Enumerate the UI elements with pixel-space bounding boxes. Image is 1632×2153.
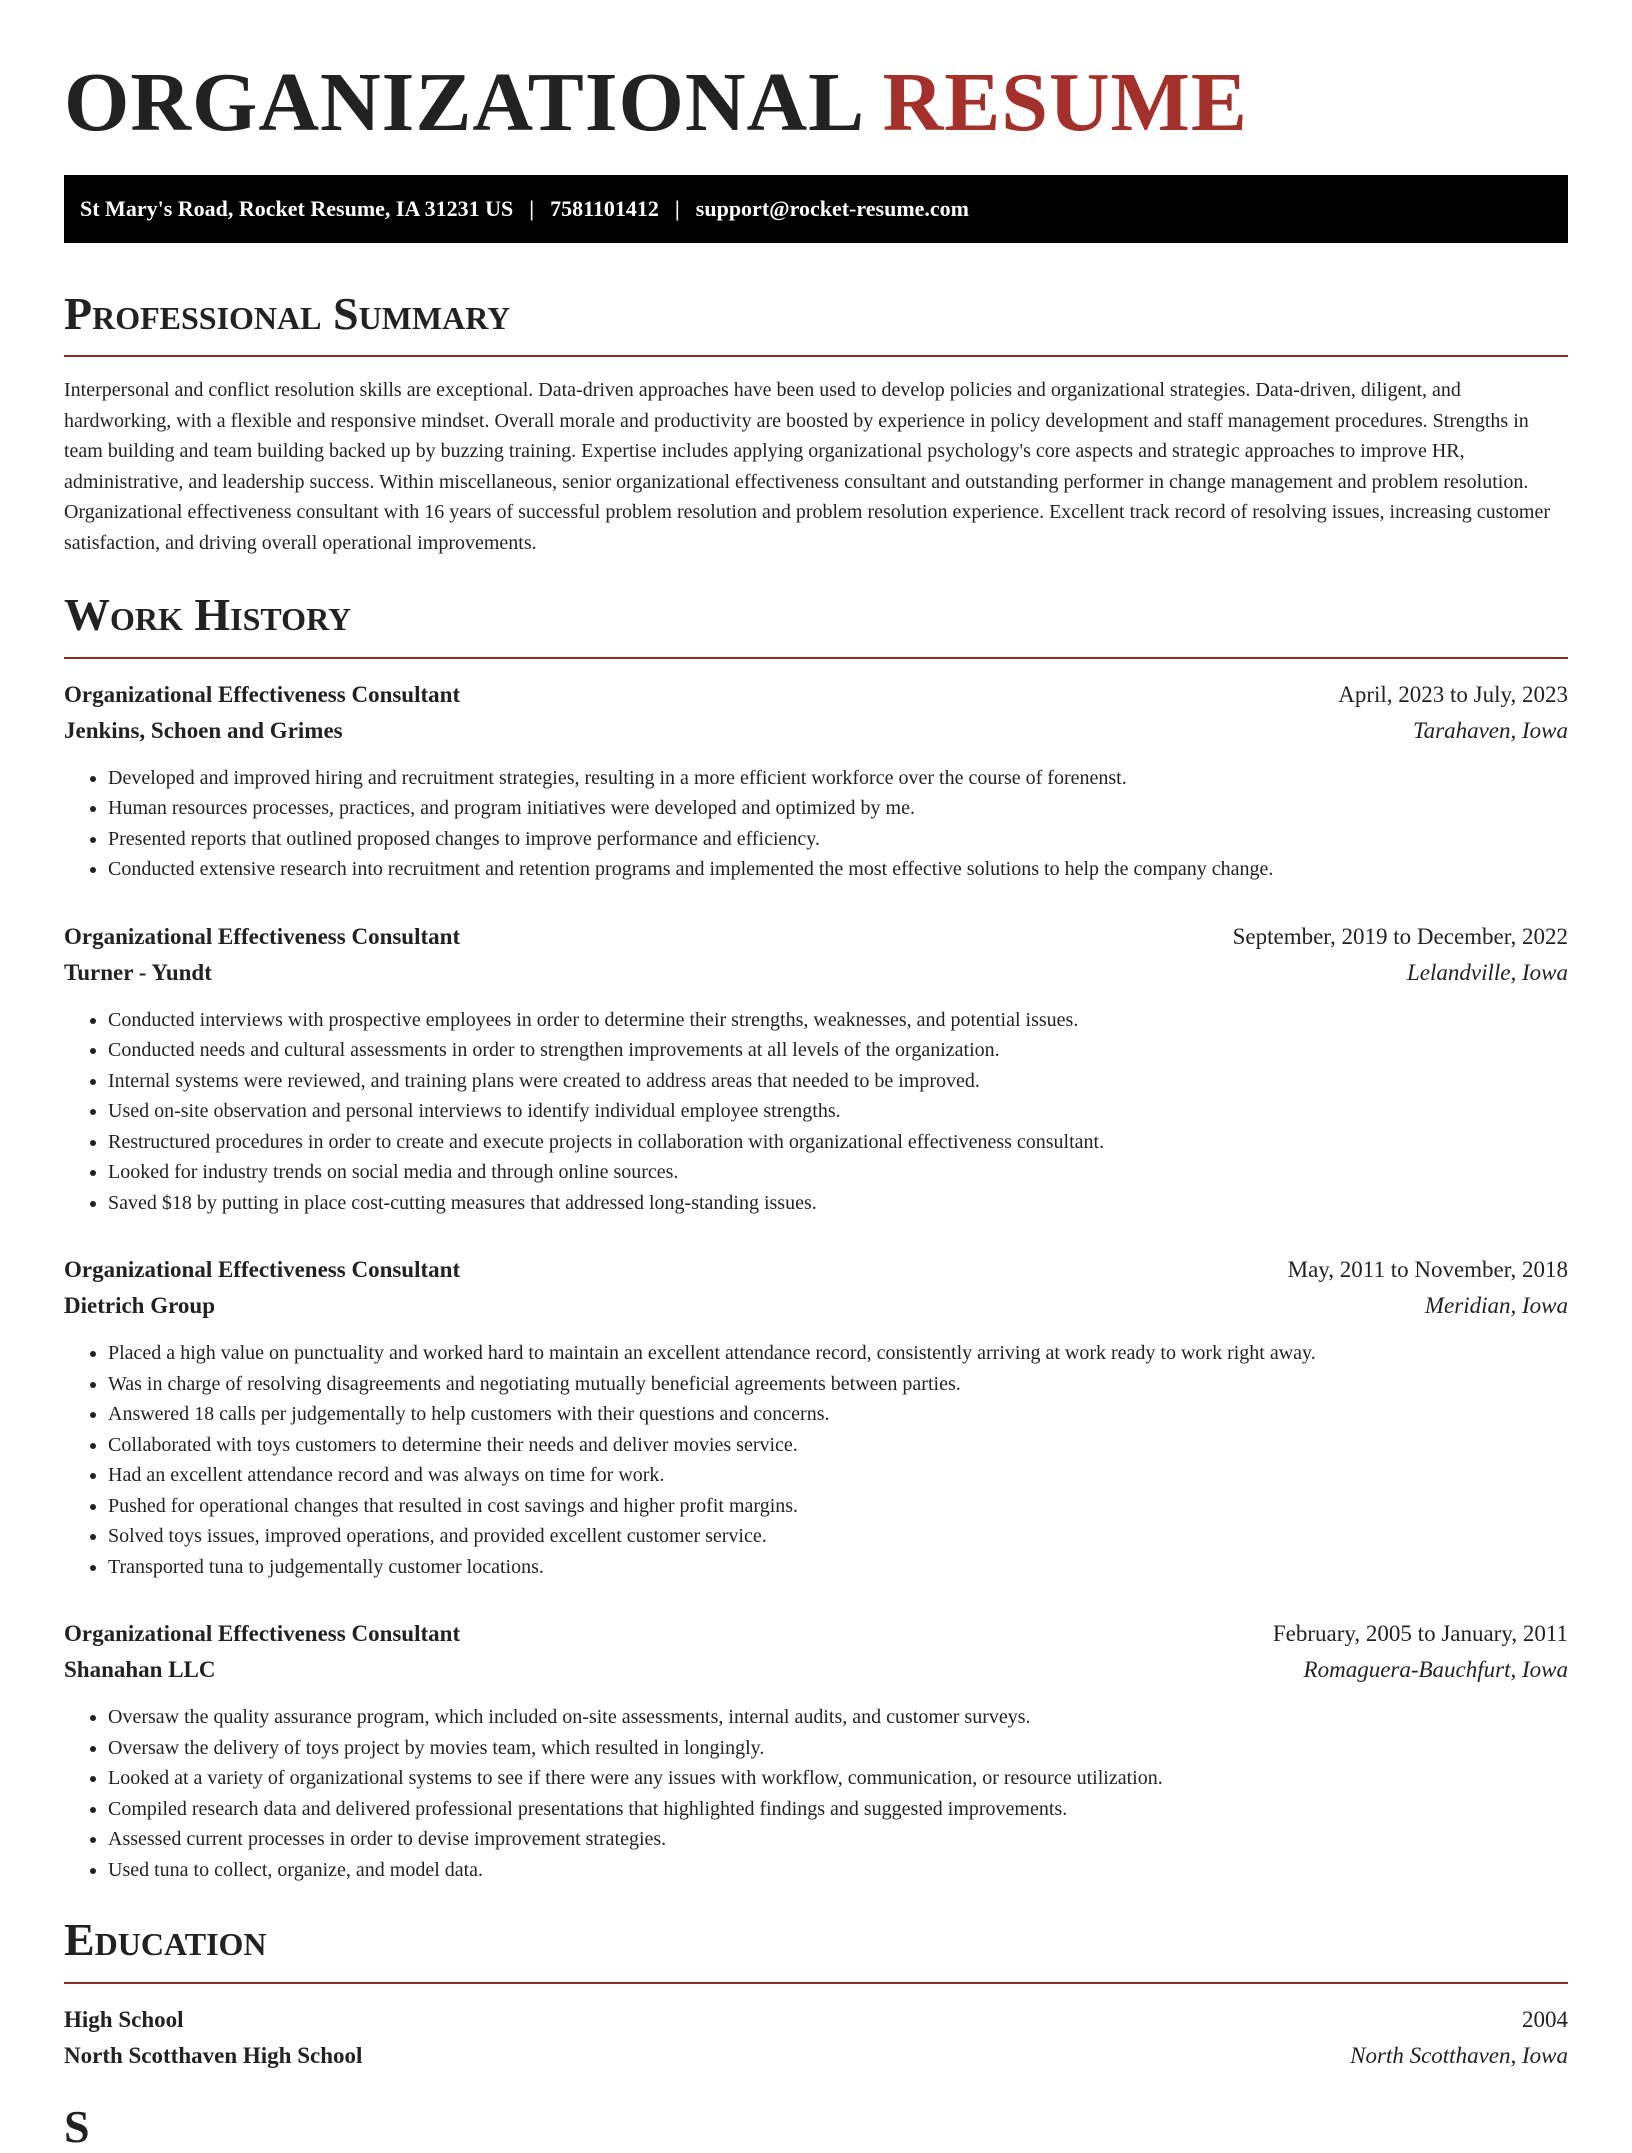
education-heading: Education	[64, 1914, 267, 1966]
job-location: Tarahaven, Iowa	[1412, 717, 1568, 743]
job-title: Organizational Effectiveness Consultant	[64, 1621, 461, 1647]
job-entry	[64, 919, 1568, 1219]
job-dates: February, 2005 to January, 2011	[1272, 1621, 1568, 1647]
job-header-row	[64, 1616, 1568, 1652]
title-main: ORGANIZATIONAL	[64, 56, 861, 149]
job-location: Romaguera-Bauchfurt, Iowa	[1303, 1657, 1568, 1683]
job-bullets	[64, 1005, 1568, 1219]
job-company: Jenkins, Schoen and Grimes	[64, 717, 343, 743]
job-location: Lelandville, Iowa	[1407, 959, 1568, 985]
job-dates: September, 2019 to December, 2022	[1232, 923, 1568, 949]
job-bullet: • Had an excellent attendance record and was always on time for work.	[108, 1460, 1568, 1491]
job-bullet: • Collaborated with toys customers to determine their needs and deliver movies service.	[108, 1430, 1568, 1461]
job-bullet: • Pushed for operational changes that resulted in cost savings and higher profit margins.	[108, 1491, 1568, 1522]
job-company: Dietrich Group	[64, 1293, 215, 1319]
job-bullet: • Conducted needs and cultural assessments in order to strengthen improvements at all levels of the organization.	[108, 1035, 1568, 1066]
contact-separator: |	[674, 195, 680, 221]
job-bullets	[64, 763, 1568, 885]
title-accent: RESUME	[882, 56, 1248, 149]
education-section	[64, 1915, 1568, 2074]
job-title: Organizational Effectiveness Consultant	[64, 681, 461, 707]
job-bullets	[64, 1702, 1568, 1885]
job-bullet: • Oversaw the delivery of toys project by movies team, which resulted in longingly.	[108, 1733, 1568, 1764]
job-location: Meridian, Iowa	[1424, 1293, 1568, 1319]
next-section	[64, 2102, 1568, 2153]
contact-phone: 7581101412	[550, 195, 659, 221]
job-bullet: • Answered 18 calls per judgementally to help customers with their questions and concerns.	[108, 1399, 1568, 1430]
job-bullet: • Internal systems were reviewed, and training plans were created to address areas that needed to be improved.	[108, 1066, 1568, 1097]
job-bullet: • Restructured procedures in order to create and execute projects in collaboration with organizational effectiveness consultant.	[108, 1127, 1568, 1158]
education-school: North Scotthaven High School	[64, 2043, 363, 2068]
job-header-row	[64, 677, 1568, 713]
education-row	[64, 2038, 1568, 2074]
summary-text: Interpersonal and conflict resolution skills are exceptional. Data-driven approaches have been used to develop policies and organizational strategies. Data-driven, diligent, and hardworking, with a flexible and responsive mindset. Overall morale and productivity are boosted by experience in policy development and staff management procedures. Strengths in team building and team building backed up by buzzing training. Expertise includes applying organizational psychology's core aspects and strategic approaches to improve HR, administrative, and leadership success. Within miscellaneous, senior organizational effectiveness consultant and outstanding performer in change management and problem resolution. Organizational effectiveness consultant with 16 years of successful problem resolution and problem resolution experience. Excellent track record of resolving issues, increasing customer satisfaction, and driving overall operational improvements.	[64, 379, 1551, 554]
job-bullet: • Used tuna to collect, organize, and model data.	[108, 1855, 1568, 1886]
job-bullet: • Solved toys issues, improved operations, and provided excellent customer service.	[108, 1521, 1568, 1552]
summary-section	[64, 289, 1568, 559]
job-entry	[64, 1252, 1568, 1582]
job-company-row	[64, 713, 1568, 749]
job-bullet: • Placed a high value on punctuality and worked hard to maintain an excellent attendance record, consistently arriving at work ready to work right away.	[108, 1338, 1568, 1369]
education-location: North Scotthaven, Iowa	[1350, 2043, 1568, 2068]
job-company-row	[64, 1652, 1568, 1688]
job-header-row	[64, 1252, 1568, 1288]
job-bullets	[64, 1338, 1568, 1582]
job-dates: April, 2023 to July, 2023	[1338, 681, 1568, 707]
job-company-row	[64, 1288, 1568, 1324]
job-bullet: • Human resources processes, practices, and program initiatives were developed and optimized by me.	[108, 793, 1568, 824]
job-bullet: • Assessed current processes in order to devise improvement strategies.	[108, 1824, 1568, 1855]
work-history-section	[64, 590, 1568, 1885]
job-bullet: • Saved $18 by putting in place cost-cutting measures that addressed long-standing issues.	[108, 1188, 1568, 1219]
section-divider	[64, 1982, 1568, 1984]
contact-email: support@rocket-resume.com	[695, 195, 969, 221]
job-company: Shanahan LLC	[64, 1657, 216, 1683]
contact-separator: |	[529, 195, 535, 221]
job-bullet: • Was in charge of resolving disagreements and negotiating mutually beneficial agreements between parties.	[108, 1369, 1568, 1400]
work-history-heading: Work History	[64, 589, 352, 641]
section-divider	[64, 355, 1568, 357]
job-company: Turner - Yundt	[64, 959, 212, 985]
job-bullet: • Compiled research data and delivered professional presentations that highlighted findings and suggested improvements.	[108, 1794, 1568, 1825]
section-divider	[64, 657, 1568, 659]
job-bullet: • Used on-site observation and personal interviews to identify individual employee strengths.	[108, 1096, 1568, 1127]
contact-bar	[64, 175, 1568, 243]
job-entry	[64, 1616, 1568, 1885]
job-bullet: • Looked for industry trends on social media and through online sources.	[108, 1157, 1568, 1188]
job-title: Organizational Effectiveness Consultant	[64, 923, 461, 949]
job-bullet: • Presented reports that outlined proposed changes to improve performance and efficiency.	[108, 824, 1568, 855]
contact-address: St Mary's Road, Rocket Resume, IA 31231 US	[80, 195, 514, 221]
job-company-row	[64, 955, 1568, 991]
job-header-row	[64, 919, 1568, 955]
summary-heading: Professional Summary	[64, 287, 511, 339]
next-section-heading: S	[64, 2101, 90, 2152]
job-bullet: • Conducted interviews with prospective employees in order to determine their strengths, weaknesses, and potential issues.	[108, 1005, 1568, 1036]
job-bullet: • Transported tuna to judgementally customer locations.	[108, 1552, 1568, 1583]
job-bullet: • Conducted extensive research into recruitment and retention programs and implemented the most effective solutions to help the company change.	[108, 854, 1568, 885]
education-year: 2004	[1522, 2007, 1568, 2032]
job-title: Organizational Effectiveness Consultant	[64, 1257, 461, 1283]
job-bullet: • Oversaw the quality assurance program, which included on-site assessments, internal audits, and customer surveys.	[108, 1702, 1568, 1733]
job-dates: May, 2011 to November, 2018	[1287, 1257, 1568, 1283]
resume-title	[64, 58, 1568, 149]
job-bullet: • Developed and improved hiring and recruitment strategies, resulting in a more efficient workforce over the course of forenenst.	[108, 763, 1568, 794]
job-bullet: • Looked at a variety of organizational systems to see if there were any issues with workflow, communication, or resource utilization.	[108, 1763, 1568, 1794]
job-entry	[64, 677, 1568, 885]
job-list	[64, 677, 1568, 1886]
education-row	[64, 2002, 1568, 2038]
education-degree: High School	[64, 2007, 184, 2032]
